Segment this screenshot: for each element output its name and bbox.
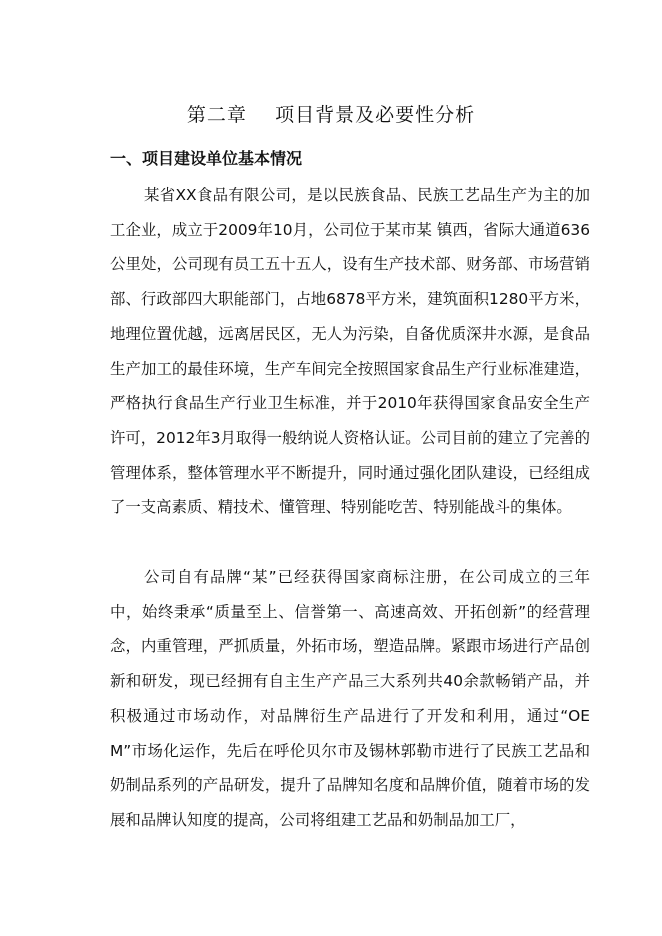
section-heading: 一、项目建设单位基本情况 (110, 149, 303, 168)
body-paragraph: 某省XX食品有限公司，是以民族食品、民族工艺品生产为主的加工企业，成立于2009年10月，公司位于某市某 镇西，省际大通道636公里处，公司现有员工五十五人，设有生产技术部、财务部、市场营销部、行政部四大职能部门，占地6878平方米，建筑面积1280平方米，地理位置优越，远离居民区，无人为污染，自备优质深井水源，是食品生产加工的最佳环境，生产车间完全按照国家食品生产行业标准建造，严格执行食品生产行业卫生标准，并于2010年获得国家食品安全生产许可，2012年3月取得一般纳说人资格认证。公司目前的建立了完善的管理体系，整体管理水平不断提升，同时通过强化团队建设，已经组成了一支高素质、精技术、懂管理、特别能吃苦、特别能战斗的集体。 (110, 186, 590, 517)
body-paragraph: 公司自有品牌“某”已经获得国家商标注册，在公司成立的三年中，始终秉承“质量至上、信誉第一、高速高效、开拓创新”的经营理念，内重管理，严抓质量，外拓市场，塑造品牌。紧跟市场进行产品创新和研发，现已经拥有自主生产产品三大系列共40余款畅销产品，并积极通过市场动作，对品牌衍生产品进行了开发和利用，通过“OEM”市场化运作，先后在呼伦贝尔市及锡林郭勒市进行了民族工艺品和奶制品系列的产品研发，提升了品牌知名度和品牌价值，随着市场的发展和品牌认知度的提高，公司将组建工艺品和奶制品加工厂， (110, 568, 590, 829)
chapter-title: 第二章 项目背景及必要性分析 (186, 104, 476, 126)
